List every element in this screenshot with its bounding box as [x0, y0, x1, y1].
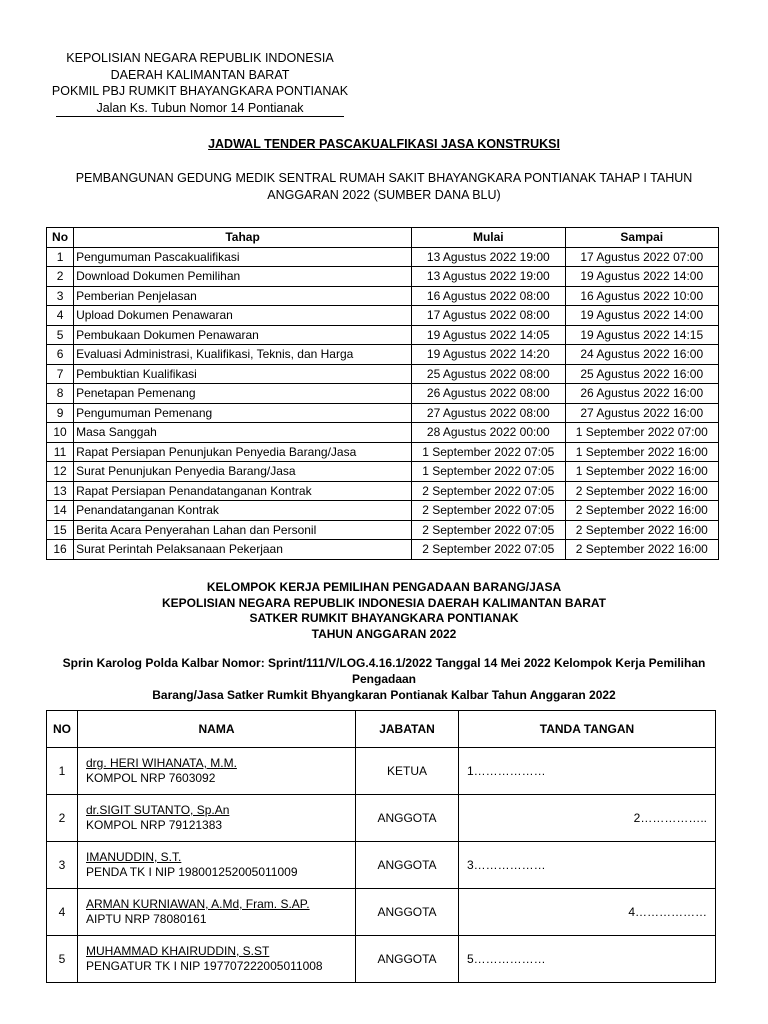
- member-name-cell: [78, 889, 356, 936]
- schedule-cell-sampai: 17 Agustus 2022 07:00: [565, 247, 718, 267]
- schedule-row: [47, 403, 719, 423]
- schedule-cell-no: 14: [47, 501, 74, 521]
- pokja-line4: TAHUN ANGGARAN 2022: [311, 626, 457, 641]
- schedule-cell-mulai: 1 September 2022 07:05: [412, 462, 565, 482]
- signature-line: 4………………: [628, 905, 707, 919]
- schedule-cell-mulai: 2 September 2022 07:05: [412, 540, 565, 560]
- letterhead-address: Jalan Ks. Tubun Nomor 14 Pontianak: [96, 100, 304, 115]
- schedule-cell-mulai: 13 Agustus 2022 19:00: [412, 267, 565, 287]
- schedule-cell-mulai: 1 September 2022 07:05: [412, 442, 565, 462]
- member-row: [47, 748, 716, 795]
- member-role: ANGGOTA: [356, 936, 459, 983]
- col-header-mulai: Mulai: [412, 228, 565, 248]
- member-role: ANGGOTA: [356, 795, 459, 842]
- schedule-row: [47, 423, 719, 443]
- schedule-cell-mulai: 16 Agustus 2022 08:00: [412, 286, 565, 306]
- document-subtitle: [40, 170, 728, 204]
- schedule-cell-tahap: Masa Sanggah: [74, 423, 412, 443]
- schedule-cell-sampai: 2 September 2022 16:00: [565, 481, 718, 501]
- schedule-cell-tahap: Pemberian Penjelasan: [74, 286, 412, 306]
- member-name: MUHAMMAD KHAIRUDDIN, S.ST: [86, 944, 270, 958]
- letterhead-line2: DAERAH KALIMANTAN BARAT: [110, 67, 290, 82]
- schedule-cell-no: 5: [47, 325, 74, 345]
- member-role: ANGGOTA: [356, 842, 459, 889]
- schedule-cell-sampai: 2 September 2022 16:00: [565, 501, 718, 521]
- schedule-cell-no: 9: [47, 403, 74, 423]
- schedule-cell-tahap: Rapat Persiapan Penandatanganan Kontrak: [74, 481, 412, 501]
- schedule-cell-no: 6: [47, 345, 74, 365]
- member-role: KETUA: [356, 748, 459, 795]
- member-name-cell: [78, 795, 356, 842]
- schedule-cell-mulai: 25 Agustus 2022 08:00: [412, 364, 565, 384]
- schedule-row: [47, 364, 719, 384]
- pokja-heading: [0, 580, 768, 642]
- schedule-cell-tahap: Berita Acara Penyerahan Lahan dan Personil: [74, 520, 412, 540]
- schedule-cell-no: 4: [47, 306, 74, 326]
- schedule-cell-mulai: 13 Agustus 2022 19:00: [412, 247, 565, 267]
- member-name-cell: [78, 842, 356, 889]
- member-row: [47, 842, 716, 889]
- schedule-cell-tahap: Pembuktian Kualifikasi: [74, 364, 412, 384]
- member-row: [47, 936, 716, 983]
- schedule-cell-sampai: 16 Agustus 2022 10:00: [565, 286, 718, 306]
- col-header-nama: NAMA: [78, 711, 356, 748]
- schedule-row: [47, 442, 719, 462]
- schedule-cell-tahap: Rapat Persiapan Penunjukan Penyedia Barang/Jasa: [74, 442, 412, 462]
- pokja-line2: KEPOLISIAN NEGARA REPUBLIK INDONESIA DAERAH KALIMANTAN BARAT: [162, 595, 606, 610]
- member-rank-nrp: KOMPOL NRP 79121383: [86, 818, 223, 832]
- schedule-cell-tahap: Upload Dokumen Penawaran: [74, 306, 412, 326]
- member-rank-nrp: AIPTU NRP 78080161: [86, 912, 207, 926]
- schedule-row: [47, 481, 719, 501]
- member-no: 2: [47, 795, 78, 842]
- member-row: [47, 795, 716, 842]
- member-name-cell: [78, 936, 356, 983]
- schedule-cell-no: 1: [47, 247, 74, 267]
- schedule-cell-mulai: 28 Agustus 2022 00:00: [412, 423, 565, 443]
- schedule-cell-tahap: Penandatanganan Kontrak: [74, 501, 412, 521]
- signature-line: 5………………: [467, 952, 546, 966]
- schedule-cell-mulai: 2 September 2022 07:05: [412, 501, 565, 521]
- members-header-row: [47, 711, 716, 748]
- member-rank-nrp: PENDA TK I NIP 198001252005011009: [86, 865, 298, 879]
- member-no: 1: [47, 748, 78, 795]
- member-no: 5: [47, 936, 78, 983]
- schedule-cell-no: 12: [47, 462, 74, 482]
- schedule-cell-no: 13: [47, 481, 74, 501]
- subtitle-line1: PEMBANGUNAN GEDUNG MEDIK SENTRAL RUMAH SAKIT BHAYANGKARA PONTIANAK TAHAP I TAHUN: [75, 171, 693, 185]
- schedule-cell-sampai: 19 Agustus 2022 14:00: [565, 267, 718, 287]
- schedule-cell-sampai: 27 Agustus 2022 16:00: [565, 403, 718, 423]
- schedule-cell-tahap: Penetapan Pemenang: [74, 384, 412, 404]
- schedule-cell-tahap: Surat Perintah Pelaksanaan Pekerjaan: [74, 540, 412, 560]
- schedule-cell-no: 8: [47, 384, 74, 404]
- schedule-cell-tahap: Pembukaan Dokumen Penawaran: [74, 325, 412, 345]
- schedule-cell-tahap: Surat Penunjukan Penyedia Barang/Jasa: [74, 462, 412, 482]
- schedule-row: [47, 540, 719, 560]
- schedule-cell-sampai: 19 Agustus 2022 14:00: [565, 306, 718, 326]
- member-name: ARMAN KURNIAWAN, A.Md, Fram. S.AP.: [86, 897, 310, 911]
- schedule-cell-mulai: 27 Agustus 2022 08:00: [412, 403, 565, 423]
- schedule-row: [47, 462, 719, 482]
- member-name-cell: [78, 748, 356, 795]
- sprin-line2: Barang/Jasa Satker Rumkit Bhyangkaran Pontianak Kalbar Tahun Anggaran 2022: [152, 688, 616, 702]
- member-no: 4: [47, 889, 78, 936]
- schedule-cell-sampai: 2 September 2022 16:00: [565, 540, 718, 560]
- col-header-no: NO: [47, 711, 78, 748]
- member-row: [47, 889, 716, 936]
- schedule-cell-sampai: 1 September 2022 07:00: [565, 423, 718, 443]
- schedule-table: [46, 227, 719, 560]
- schedule-row: [47, 345, 719, 365]
- schedule-cell-mulai: 17 Agustus 2022 08:00: [412, 306, 565, 326]
- schedule-cell-sampai: 2 September 2022 16:00: [565, 520, 718, 540]
- schedule-cell-no: 10: [47, 423, 74, 443]
- letterhead: [40, 50, 360, 117]
- signature-line: 2……………..: [633, 811, 707, 825]
- sprin-line1: Sprin Karolog Polda Kalbar Nomor: Sprint/111/V/LOG.4.16.1/2022 Tanggal 14 Mei 2022 Kelompok Kerja Pemilihan Pengadaan: [62, 656, 706, 686]
- schedule-cell-sampai: 19 Agustus 2022 14:15: [565, 325, 718, 345]
- schedule-cell-mulai: 2 September 2022 07:05: [412, 481, 565, 501]
- pokja-line3: SATKER RUMKIT BHAYANGKARA PONTIANAK: [249, 611, 519, 625]
- schedule-cell-sampai: 26 Agustus 2022 16:00: [565, 384, 718, 404]
- schedule-cell-no: 15: [47, 520, 74, 540]
- schedule-cell-sampai: 25 Agustus 2022 16:00: [565, 364, 718, 384]
- col-header-tahap: Tahap: [74, 228, 412, 248]
- schedule-cell-tahap: Download Dokumen Pemilihan: [74, 267, 412, 287]
- col-header-sampai: Sampai: [565, 228, 718, 248]
- schedule-row: [47, 306, 719, 326]
- col-header-no: No: [47, 228, 74, 248]
- member-name: drg. HERI WIHANATA, M.M.: [86, 756, 237, 770]
- schedule-cell-mulai: 2 September 2022 07:05: [412, 520, 565, 540]
- signature-cell: [459, 795, 716, 842]
- schedule-cell-sampai: 1 September 2022 16:00: [565, 462, 718, 482]
- member-role: ANGGOTA: [356, 889, 459, 936]
- schedule-row: [47, 267, 719, 287]
- signature-line: 1………………: [467, 764, 546, 778]
- signature-line: 3………………: [467, 858, 546, 872]
- schedule-row: [47, 286, 719, 306]
- members-table: [46, 710, 716, 983]
- schedule-cell-no: 2: [47, 267, 74, 287]
- member-rank-nrp: PENGATUR TK I NIP 197707222005011008: [86, 959, 323, 973]
- schedule-cell-no: 16: [47, 540, 74, 560]
- document-title: JADWAL TENDER PASCAKUALFIKASI JASA KONSTRUKSI: [208, 137, 560, 151]
- signature-cell: [459, 842, 716, 889]
- schedule-cell-mulai: 19 Agustus 2022 14:20: [412, 345, 565, 365]
- schedule-cell-no: 7: [47, 364, 74, 384]
- schedule-cell-tahap: Evaluasi Administrasi, Kualifikasi, Teknis, dan Harga: [74, 345, 412, 365]
- member-name: IMANUDDIN, S.T.: [86, 850, 182, 864]
- schedule-cell-sampai: 24 Agustus 2022 16:00: [565, 345, 718, 365]
- schedule-row: [47, 520, 719, 540]
- signature-cell: [459, 889, 716, 936]
- letterhead-underline: [56, 116, 344, 117]
- col-header-jabatan: JABATAN: [356, 711, 459, 748]
- schedule-cell-mulai: 19 Agustus 2022 14:05: [412, 325, 565, 345]
- col-header-tanda-tangan: TANDA TANGAN: [459, 711, 716, 748]
- schedule-row: [47, 325, 719, 345]
- schedule-row: [47, 384, 719, 404]
- schedule-cell-sampai: 1 September 2022 16:00: [565, 442, 718, 462]
- member-name: dr.SIGIT SUTANTO, Sp.An: [86, 803, 230, 817]
- sprin-reference: [40, 655, 728, 703]
- schedule-cell-tahap: Pengumuman Pemenang: [74, 403, 412, 423]
- letterhead-line3: POKMIL PBJ RUMKIT BHAYANGKARA PONTIANAK: [51, 84, 349, 98]
- schedule-header-row: [47, 228, 719, 248]
- pokja-line1: KELOMPOK KERJA PEMILIHAN PENGADAAN BARANG/JASA: [206, 580, 562, 594]
- schedule-cell-no: 3: [47, 286, 74, 306]
- schedule-cell-mulai: 26 Agustus 2022 08:00: [412, 384, 565, 404]
- member-no: 3: [47, 842, 78, 889]
- signature-cell: [459, 748, 716, 795]
- schedule-row: [47, 501, 719, 521]
- schedule-cell-no: 11: [47, 442, 74, 462]
- schedule-row: [47, 247, 719, 267]
- subtitle-line2: ANGGARAN 2022 (SUMBER DANA BLU): [267, 188, 501, 202]
- signature-cell: [459, 936, 716, 983]
- letterhead-line1: KEPOLISIAN NEGARA REPUBLIK INDONESIA: [66, 51, 334, 65]
- member-rank-nrp: KOMPOL NRP 7603092: [86, 771, 216, 785]
- schedule-cell-tahap: Pengumuman Pascakualifikasi: [74, 247, 412, 267]
